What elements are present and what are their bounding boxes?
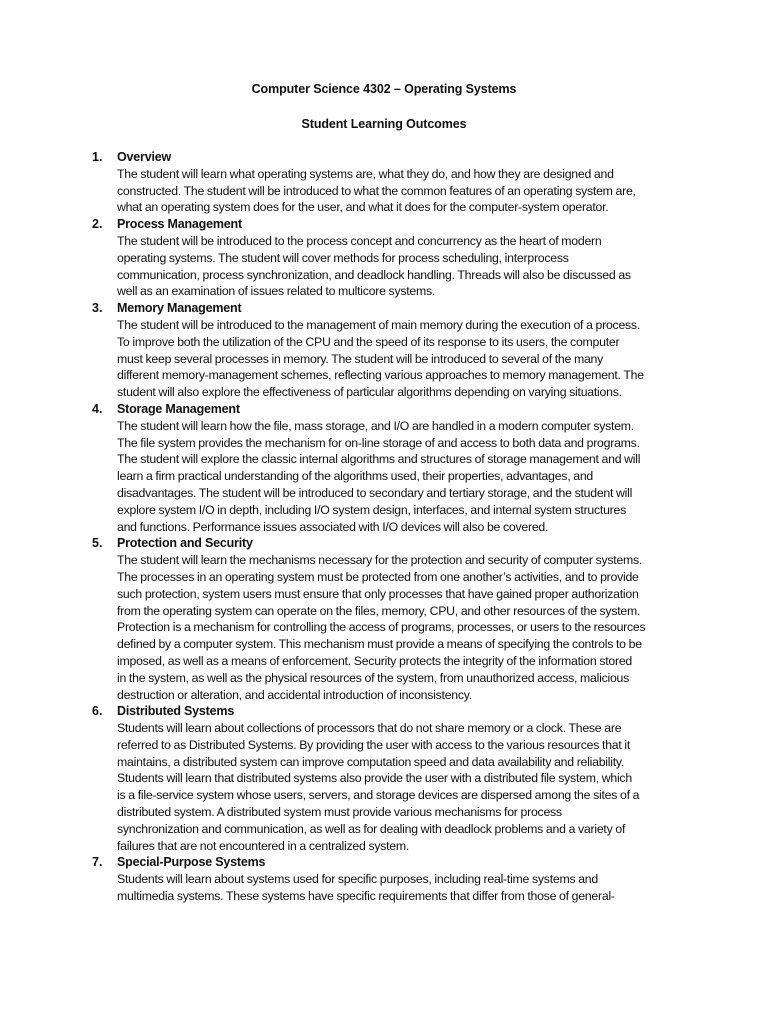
- outcome-number: 1.: [92, 150, 103, 164]
- outcome-number: 4.: [92, 401, 103, 416]
- outcome-number: 6.: [92, 704, 103, 719]
- outcome-heading: Special-Purpose Systems: [117, 855, 266, 870]
- outcome-protection-security: [92, 535, 694, 703]
- outcome-body: Students will learn about collections of processors that do not share memory or a clock. These are referred to as Distributed Systems. By providing the user with access to the various resources that it maintains, a distributed system can improve computation speed and data availability and reliability. Students will learn that distributed systems also provide the user with a distributed file system, which is a file-service system whose users, servers, and storage devices are dispersed among the sites of a distributed system. A distributed system must provide various mechanisms for process synchronization and communication, as well as for dealing with deadlock problems and a variety of failures that are not encountered in a centralized system.: [117, 721, 640, 853]
- outcome-heading: Process Management: [117, 217, 242, 232]
- outcome-body: The student will be introduced to the process concept and concurrency as the heart of modern operating systems. The student will cover methods for process scheduling, interprocess communication, process synchronization, and deadlock handling. Threads will also be discussed as well as an examination of issues related to multicore systems.: [117, 233, 631, 299]
- outcome-body: The student will be introduced to the management of main memory during the execution of a process. To improve both the utilization of the CPU and the speed of its response to its users, the computer must keep several processes in memory. The student will be introduced to several of the many different memory-management schemes, reflecting various approaches to memory management. The student will also explore the effectiveness of particular algorithms depending on varying situations.: [117, 317, 644, 400]
- outcome-memory-management: [92, 300, 694, 401]
- outcome-number: 2.: [92, 217, 103, 232]
- outcome-special-purpose-systems: [92, 854, 694, 904]
- outcome-process-management: [92, 216, 694, 300]
- outcome-body: The student will learn the mechanisms necessary for the protection and security of computer systems. The processes in an operating system must be protected from one another’s activities, and to provide such protection, system users must ensure that only processes that have gained proper authorization from the operating system can operate on the files, memory, CPU, and other resources of the system. Protection is a mechanism for controlling the access of programs, processes, or users to the resources defined by a computer system. This mechanism must provide a means of specifying the controls to be imposed, as well as a means of enforcement. Security protects the integrity of the information stored in the system, as well as the physical resources of the system, from unauthorized access, malicious destruction or alteration, and accidental introduction of inconsistency.: [117, 553, 646, 702]
- outcome-storage-management: [92, 401, 694, 535]
- outcome-heading: Distributed Systems: [117, 704, 235, 719]
- outcome-overview: [92, 149, 694, 216]
- outcome-heading: Memory Management: [117, 301, 242, 316]
- outcome-body: Students will learn about systems used for specific purposes, including real-time systems and multimedia systems. These systems have specific requirements that differ from those of general-: [117, 872, 615, 904]
- outcome-number: 3.: [92, 301, 103, 316]
- outcome-body: The student will learn what operating systems are, what they do, and how they are designed and constructed. The student will be introduced to what the common features of an operating system are, what an operating system does for the user, and what it does for the computer-system operator.: [117, 166, 636, 215]
- outcome-distributed-systems: [92, 703, 694, 854]
- outcome-body: The student will learn how the file, mass storage, and I/O are handled in a modern computer system. The file system provides the mechanism for on-line storage of and access to both data and programs. The student will explore the classic internal algorithms and structures of storage management and will learn a firm practical understanding of the algorithms used, their properties, advantages, and disadvantages. The student will be introduced to secondary and tertiary storage, and the student will explore system I/O in depth, including I/O system design, interfaces, and internal system structures and functions. Performance issues associated with I/O devices will also be covered.: [117, 418, 641, 534]
- outcome-heading: Storage Management: [117, 401, 240, 416]
- learning-outcomes-list: [92, 149, 694, 905]
- document-subtitle: Student Learning Outcomes: [301, 117, 467, 131]
- outcome-heading: Overview: [117, 150, 171, 164]
- outcome-heading: Protection and Security: [117, 536, 253, 551]
- outcome-number: 5.: [92, 536, 103, 551]
- outcome-number: 7.: [92, 855, 103, 870]
- course-title: Computer Science 4302 – Operating Systems: [251, 82, 517, 96]
